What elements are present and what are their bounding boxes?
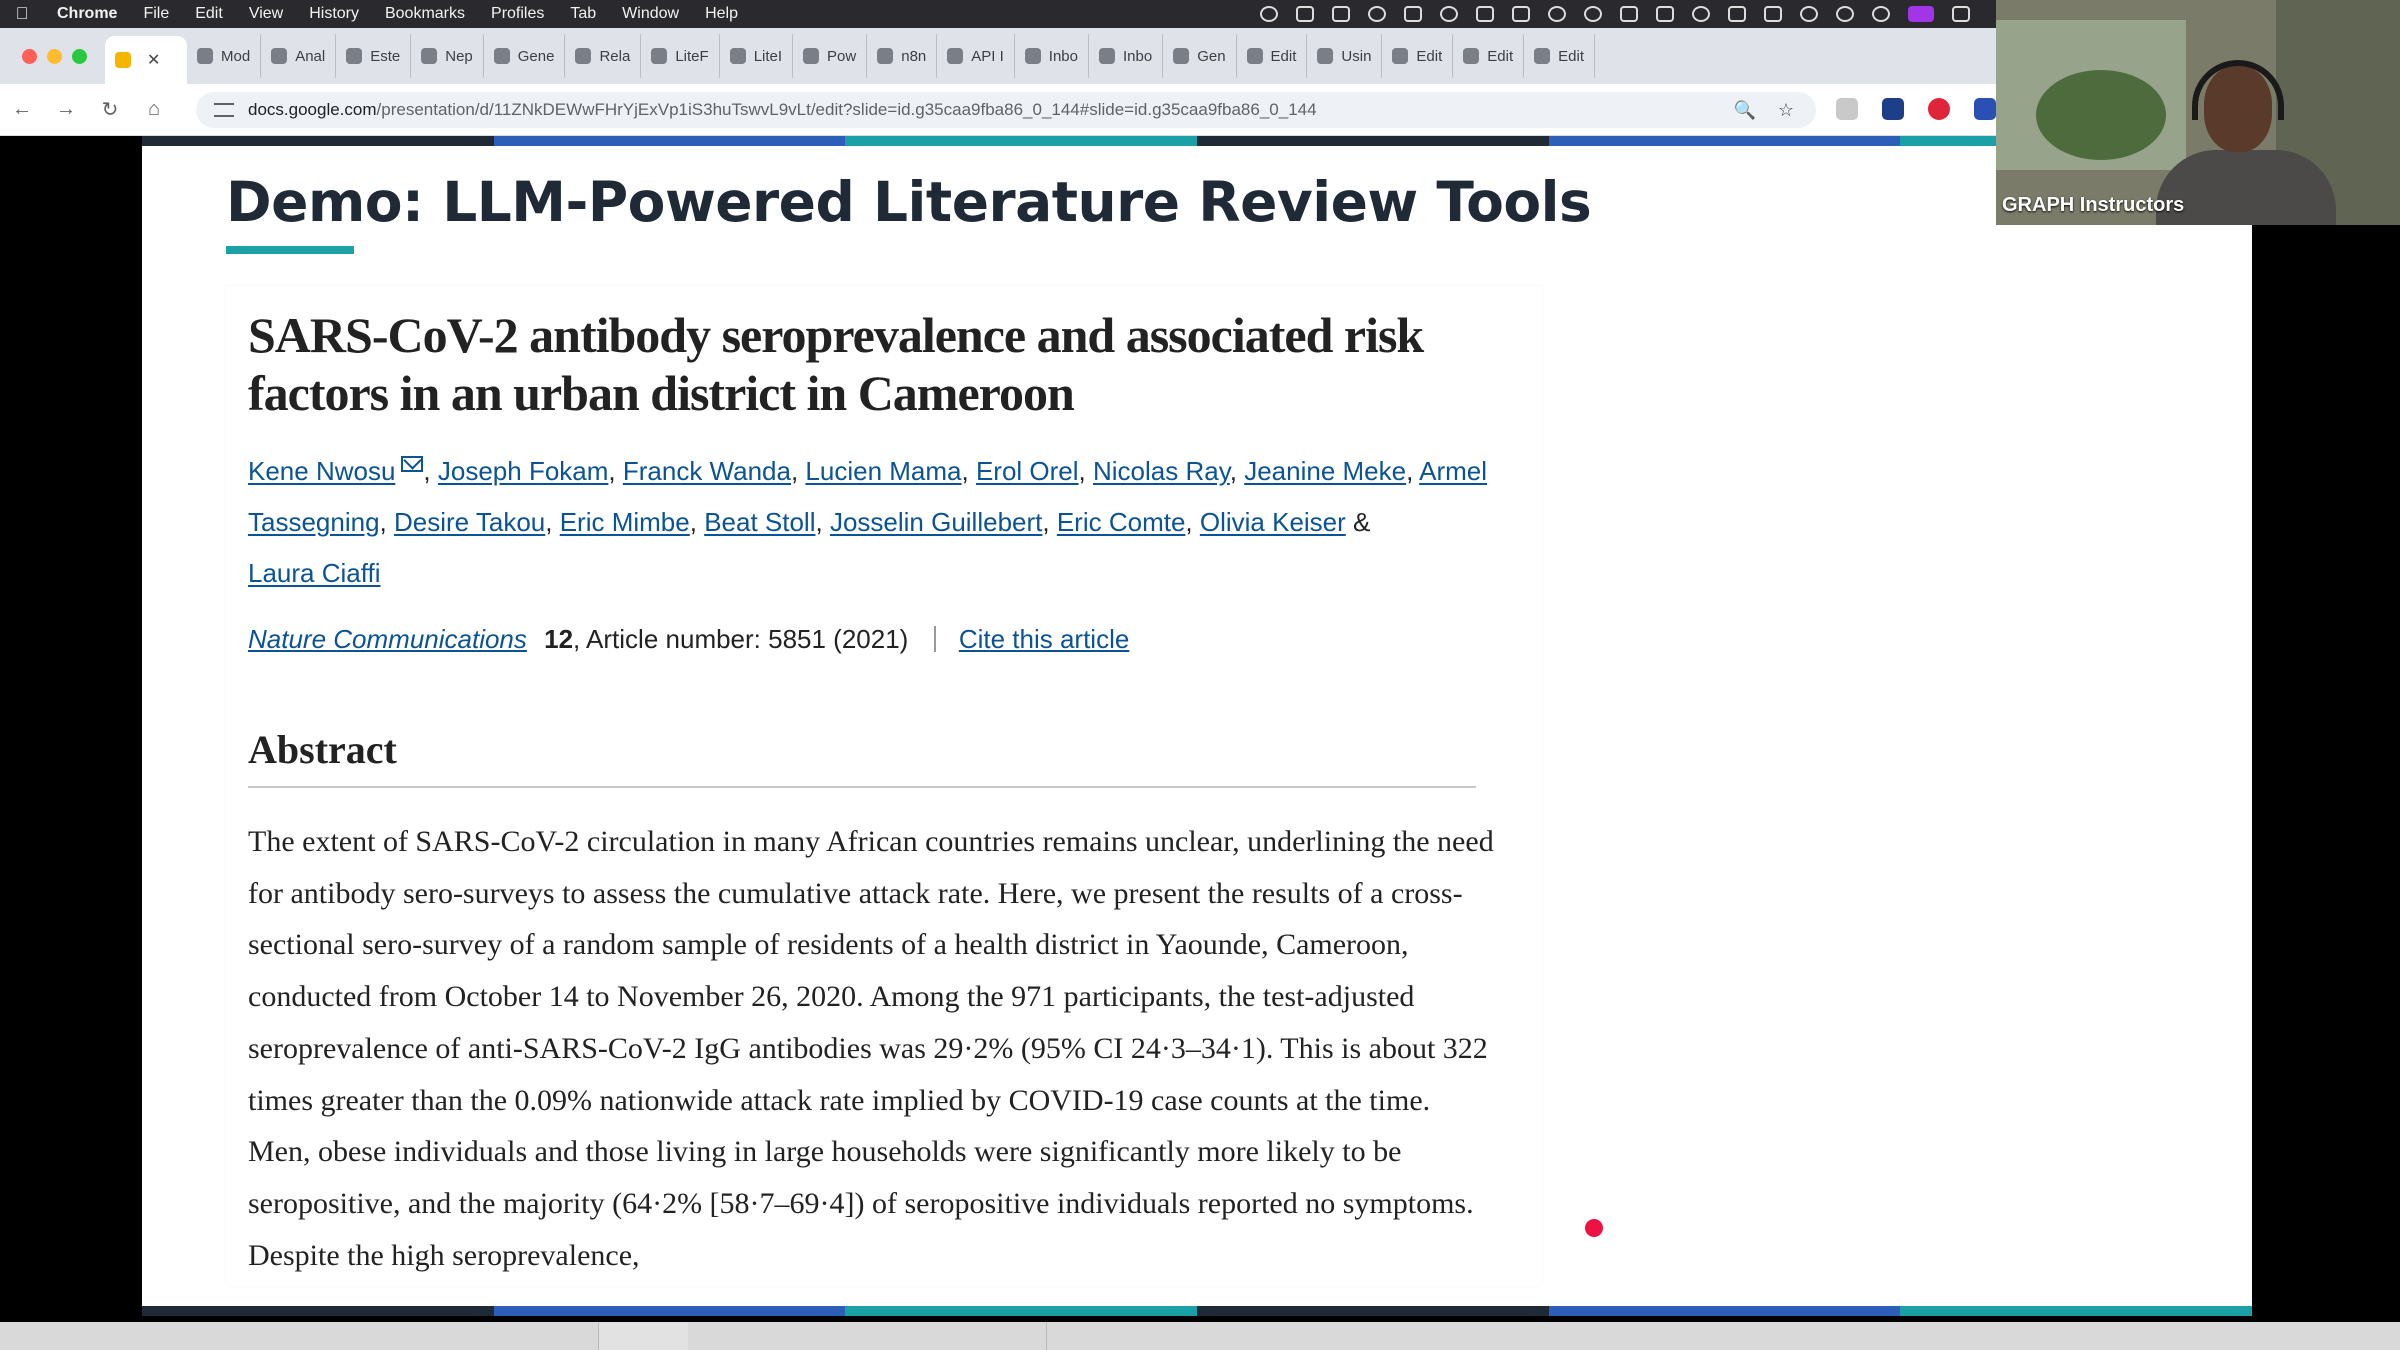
status-icon[interactable] [1800, 6, 1818, 22]
github-icon [877, 48, 893, 64]
tab-label: Este [370, 47, 401, 65]
gmail-icon [1025, 48, 1041, 64]
status-icon[interactable] [1512, 6, 1530, 22]
send-icon[interactable] [1476, 6, 1494, 22]
author-link[interactable]: Olivia Keiser [1199, 507, 1346, 537]
tab-label: Edit [1416, 47, 1443, 65]
extension-icon[interactable] [1974, 98, 1996, 120]
author-link[interactable]: Desire Takou [394, 507, 546, 537]
author-link[interactable]: Jeanine Meke [1244, 456, 1407, 486]
tab[interactable] [1163, 34, 1236, 78]
site-settings-icon[interactable] [214, 103, 234, 117]
bottom-panel [0, 1322, 2400, 1350]
battery-icon[interactable] [1656, 6, 1674, 22]
tab-favicon-icon [1392, 48, 1408, 64]
menu-bookmarks[interactable]: Bookmarks [384, 5, 466, 22]
article-number: , Article number: 5851 (2021) [573, 624, 909, 654]
extensions [1836, 98, 1996, 120]
abstract-heading: Abstract [248, 727, 397, 772]
webcam-name-label: GRAPH Instructors [2002, 194, 2185, 216]
divider [934, 626, 936, 652]
menu-app-name[interactable]: Chrome [57, 5, 118, 22]
tab-favicon-icon [1173, 48, 1189, 64]
tab-favicon-icon [346, 48, 362, 64]
slides-icon [115, 52, 131, 68]
tab[interactable] [411, 34, 484, 78]
tab[interactable] [937, 34, 1015, 78]
tab[interactable] [261, 34, 336, 78]
tab[interactable] [1307, 34, 1382, 78]
extension-icon[interactable] [1836, 98, 1858, 120]
slide-title: Demo: LLM-Powered Literature Review Tools [226, 170, 1592, 234]
tab-label: Mod [221, 47, 251, 65]
author-list: Kene Nwosu , Joseph Fokam, Franck Wanda, Lucien Mama, Erol Orel, Nicolas Ray, Jeanine Meke, Armel Tassegning, Desire Takou, Eric Mimbe, Beat Stoll, Josselin Guillebert, Eric Comte, Olivia Keiser & Laura Ciaffi [248, 456, 1488, 588]
tab-favicon-icon [730, 48, 746, 64]
status-icon[interactable] [1692, 6, 1710, 22]
tab-label: Nep [445, 47, 473, 65]
tab[interactable] [565, 34, 641, 78]
author-link[interactable]: Beat Stoll [704, 507, 816, 537]
author-link[interactable]: Erol Orel [975, 456, 1079, 486]
back-icon[interactable]: ← [12, 98, 32, 120]
menu-history[interactable]: History [309, 5, 359, 22]
url-path: /presentation/d/11ZNkDEWwFHrYjExVp1iS3huTswvL9vLt/edit?slide=id.g35caa9fba86_0_144#slide=id.g35caa9fba86_0_144 [376, 100, 1317, 119]
forward-icon[interactable]: → [56, 98, 76, 120]
tab[interactable] [1015, 34, 1089, 78]
bookmark-star-icon[interactable]: ☆ [1777, 99, 1794, 120]
tab-label: n8n [901, 47, 927, 65]
tab-favicon-icon [421, 48, 437, 64]
gmail-icon [1099, 48, 1115, 64]
author-link[interactable]: Eric Mimbe [559, 507, 690, 537]
apple-logo-icon[interactable] [0, 4, 44, 24]
zoom-icon[interactable]: 🔍 [1733, 99, 1756, 120]
status-bar-icons [1260, 0, 1970, 28]
author-link[interactable]: Joseph Fokam [437, 456, 609, 486]
menu-profiles[interactable]: Profiles [491, 5, 545, 22]
status-icon[interactable] [1440, 6, 1458, 22]
author-link[interactable]: Kene Nwosu [248, 456, 396, 486]
menu-window[interactable]: Window [622, 5, 680, 22]
tab-label: Gen [1197, 47, 1226, 65]
tab-label: LiteF [675, 47, 709, 65]
menu-file[interactable]: File [143, 5, 170, 22]
home-icon[interactable]: ⌂ [147, 98, 161, 120]
control-center-icon[interactable] [1952, 6, 1970, 22]
tab[interactable] [1524, 34, 1595, 78]
menu-tab[interactable]: Tab [570, 5, 597, 22]
article-screenshot [226, 286, 1542, 1286]
tab-label: Anal [295, 47, 326, 65]
screen-share-icon[interactable] [1908, 6, 1934, 22]
tab[interactable] [793, 34, 867, 78]
bottom-panel-segment [598, 1322, 688, 1350]
window-controls [0, 28, 105, 84]
tab[interactable] [1237, 34, 1308, 78]
tab[interactable] [867, 34, 937, 78]
abstract-divider [248, 786, 1476, 788]
tab-favicon-icon [494, 48, 510, 64]
tab-label: Rela [599, 47, 631, 65]
title-underline [226, 246, 354, 254]
ampersand: & [1353, 507, 1371, 537]
journal-volume: 12 [544, 624, 574, 654]
clock-icon[interactable] [1584, 6, 1602, 22]
citation-line [248, 624, 1129, 655]
mail-icon[interactable] [401, 456, 423, 472]
journal-link[interactable]: Nature Communications [248, 624, 527, 654]
author-link[interactable]: Laura Ciaffi [248, 558, 381, 588]
tab-strip [0, 28, 1996, 84]
tab-favicon-icon [651, 48, 667, 64]
tab[interactable] [336, 34, 411, 78]
author-link[interactable]: Armel Tassegning [248, 456, 1488, 537]
tab[interactable] [1453, 34, 1524, 78]
tab-favicon-icon [197, 48, 213, 64]
close-window-button[interactable] [22, 49, 37, 64]
tab[interactable] [641, 34, 719, 78]
status-icon[interactable] [1332, 6, 1350, 22]
reload-icon[interactable]: ↻ [101, 99, 119, 121]
tab-favicon-icon [1247, 48, 1263, 64]
address-bar[interactable] [196, 92, 1816, 128]
adblock-icon[interactable] [1928, 98, 1950, 120]
laser-pointer [1585, 1219, 1603, 1237]
tab-label: Gene [517, 47, 555, 65]
tab-favicon-icon [271, 48, 287, 64]
zoom-window-button[interactable] [72, 49, 87, 64]
wifi-icon[interactable] [1836, 6, 1854, 22]
slide-bottom-stripe [142, 1306, 2252, 1316]
tab-favicon-icon [803, 48, 819, 64]
tab-label: Edit [1487, 47, 1514, 65]
slide-top-stripe [142, 136, 2252, 146]
tab[interactable] [187, 34, 261, 78]
author-link[interactable]: Lucien Mama [805, 456, 962, 486]
search-icon[interactable] [1872, 6, 1890, 22]
display-icon[interactable] [1728, 6, 1746, 22]
tab-label: LiteI [753, 47, 783, 65]
browser-toolbar [0, 84, 1996, 136]
tab-label: Edit [1558, 47, 1584, 65]
author-link[interactable]: Josselin Guillebert [829, 507, 1043, 537]
tab-label: Inbo [1122, 47, 1153, 65]
status-icon[interactable] [1368, 6, 1386, 22]
moon-icon[interactable] [1548, 6, 1566, 22]
abstract-text: The extent of SARS-CoV-2 circulation in many African countries remains unclear, underlining the need for antibody sero-surveys to assess the cumulative attack rate. Here, we present the results of a cross-sectional sero-survey of a random sample of residents of a health district in Yaounde, Cameroon, conducted from October 14 to November 26, 2020. Among the 971 participants, the test-adjusted seroprevalence of anti-SARS-CoV-2 IgG antibodies was 29·2% (95% CI 24·3–34·1). This is about 322 times greater than the 0.09% nationwide attack rate implied by COVID-19 case counts at the time. Men, obese individuals and those living in large households were significantly more likely to be seropositive, and the majority (64·2% [58·7–69·4]) of seropositive individuals reported no symptoms. Despite the high seroprevalence, [248, 825, 1494, 1272]
author-link[interactable]: Eric Comte [1056, 507, 1186, 537]
close-tab-icon[interactable]: ✕ [147, 52, 161, 69]
minimize-window-button[interactable] [47, 49, 62, 64]
url-host: docs.google.com [248, 100, 377, 119]
tab-favicon-icon [1317, 48, 1333, 64]
bottom-panel-segment [1046, 1322, 1047, 1350]
tab-label: Usin [1341, 47, 1372, 65]
tab-label: Edit [1270, 47, 1297, 65]
author-link[interactable]: Franck Wanda [622, 456, 791, 486]
tab-active[interactable] [105, 36, 187, 84]
tab-favicon-icon [575, 48, 591, 64]
status-icon[interactable] [1404, 6, 1422, 22]
cite-article-link[interactable]: Cite this article [958, 624, 1130, 654]
tab-favicon-icon [1534, 48, 1550, 64]
status-icon[interactable] [1296, 6, 1314, 22]
article-title: SARS-CoV-2 antibody seroprevalence and associated risk factors in an urban district in Cameroon [248, 307, 1424, 421]
tab-label: Pow [827, 47, 857, 65]
webcam-overlay [1996, 0, 2400, 225]
presentation-slide [142, 136, 2252, 1316]
menu-view[interactable]: View [248, 5, 284, 22]
status-icon[interactable] [1620, 6, 1638, 22]
author-link[interactable]: Nicolas Ray [1092, 456, 1230, 486]
status-icon[interactable] [1764, 6, 1782, 22]
menu-help[interactable]: Help [705, 5, 738, 22]
tab-label: API I [971, 47, 1004, 65]
tab-favicon-icon [947, 48, 963, 64]
tab-favicon-icon [1463, 48, 1479, 64]
status-icon[interactable] [1260, 6, 1278, 22]
address-bar-actions [1733, 92, 1794, 128]
tab[interactable] [484, 34, 566, 78]
tab[interactable] [720, 34, 793, 78]
menu-edit[interactable]: Edit [195, 5, 223, 22]
tab[interactable] [1089, 34, 1163, 78]
extension-icon[interactable] [1882, 98, 1904, 120]
tab-label: Inbo [1048, 47, 1078, 65]
tab[interactable] [1382, 34, 1453, 78]
